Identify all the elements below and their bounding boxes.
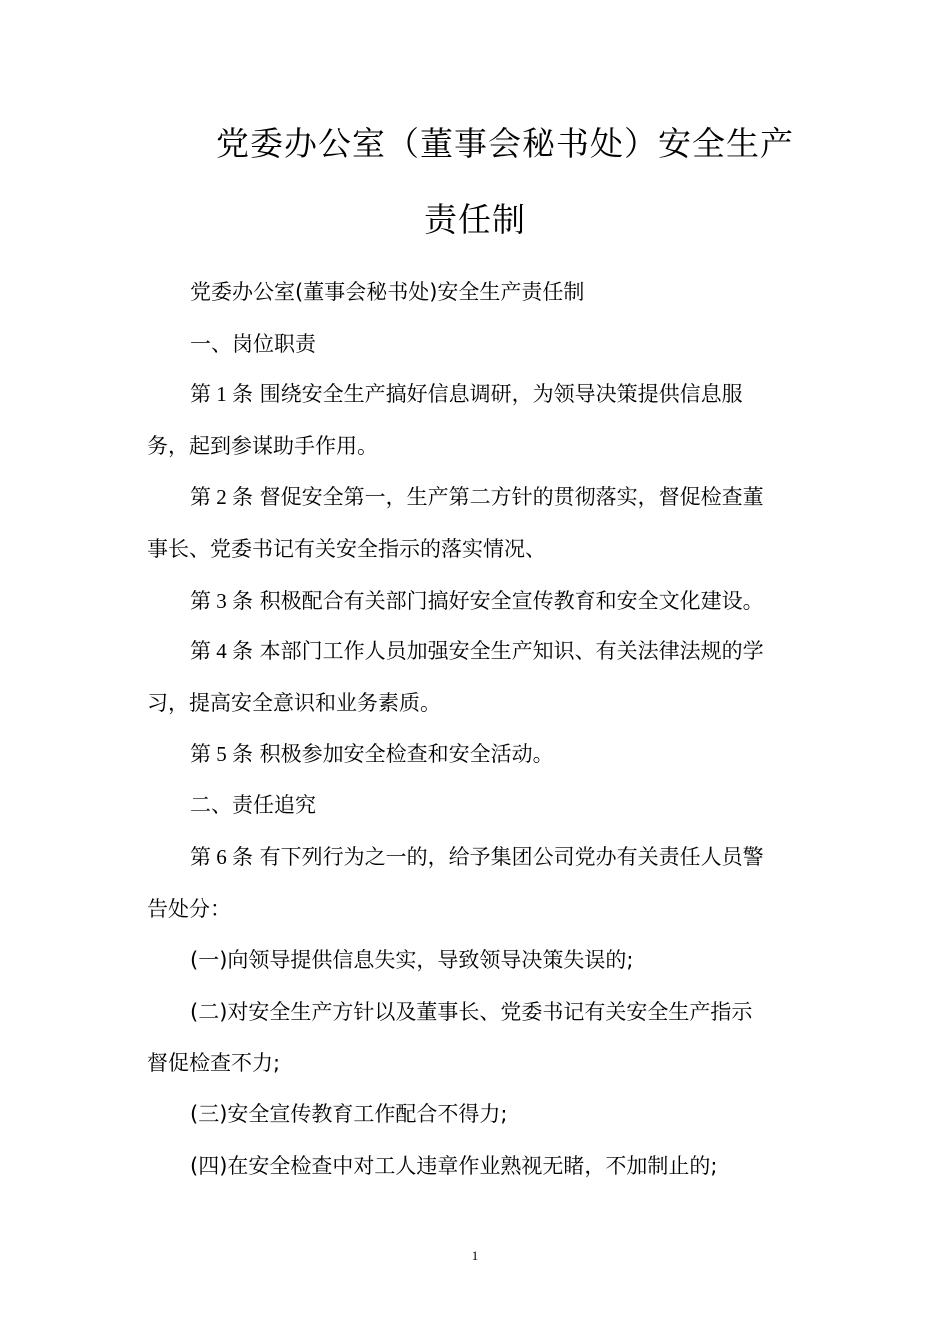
article-1-line-1 xyxy=(190,380,743,408)
list-item-4: (四)在安全检查中对工人违章作业熟视无睹，不加制止的; xyxy=(190,1154,718,1178)
article-4-line-1 xyxy=(190,637,764,665)
list-item-2-line-1: (二)对安全生产方针以及董事长、党委书记有关安全生产指示 xyxy=(190,1000,753,1024)
list-item-2-line-2: 督促检查不力; xyxy=(147,1051,281,1075)
article-3-number: 第 3 条 xyxy=(190,589,253,613)
list-item-1: (一)向领导提供信息失实，导致领导决策失误的; xyxy=(190,948,634,972)
article-4-line-2: 习，提高安全意识和业务素质。 xyxy=(147,691,441,715)
article-2-text: 督促安全第一，生产第二方针的贯彻落实，督促检查董 xyxy=(253,485,764,509)
article-6-number: 第 6 条 xyxy=(190,845,253,869)
article-1-text: 围绕安全生产搞好信息调研，为领导决策提供信息服 xyxy=(253,382,743,406)
article-3-line-1 xyxy=(190,587,764,615)
article-1-line-2: 务，起到参谋助手作用。 xyxy=(147,434,378,458)
article-6-text: 有下列行为之一的，给予集团公司党办有关责任人员警 xyxy=(253,845,764,869)
document-title-line-2: 责任制 xyxy=(424,200,526,239)
article-2-number: 第 2 条 xyxy=(190,485,253,509)
article-4-text: 本部门工作人员加强安全生产知识、有关法律法规的学 xyxy=(253,639,764,663)
list-item-3: (三)安全宣传教育工作配合不得力; xyxy=(190,1102,508,1126)
article-3-text: 积极配合有关部门搞好安全宣传教育和安全文化建设。 xyxy=(253,589,764,613)
document-subtitle: 党委办公室(董事会秘书处)安全生产责任制 xyxy=(190,280,585,304)
section-heading-accountability: 二、责任追究 xyxy=(190,793,316,817)
article-1-number: 第 1 条 xyxy=(190,382,253,406)
article-4-number: 第 4 条 xyxy=(190,639,253,663)
document-title-line-1: 党委办公室（董事会秘书处）安全生产 xyxy=(216,124,794,163)
article-2-line-1 xyxy=(190,483,764,511)
section-heading-duties: 一、岗位职责 xyxy=(190,332,316,356)
article-2-line-2: 事长、党委书记有关安全指示的落实情况、 xyxy=(147,537,546,561)
article-5-line-1 xyxy=(190,740,554,768)
article-6-line-1 xyxy=(190,843,764,871)
article-5-text: 积极参加安全检查和安全活动。 xyxy=(253,742,554,766)
article-6-line-2: 告处分： xyxy=(147,897,231,921)
article-5-number: 第 5 条 xyxy=(190,742,253,766)
page-number: 1 xyxy=(471,1248,479,1263)
